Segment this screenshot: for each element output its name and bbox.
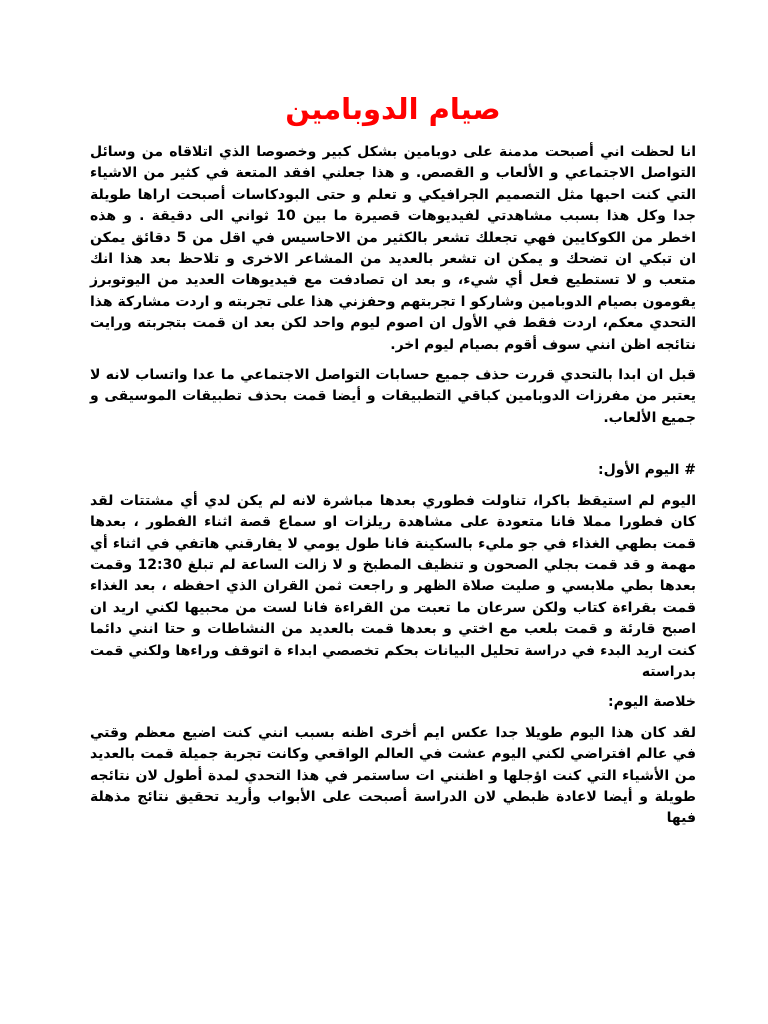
intro-paragraph-2: قبل ان ابدا بالتحدي قررت حذف جميع حسابات التواصل الاجتماعي ما عدا واتساب لانه لا يعتبر من مفرزات الدوبامين كباقي التطبيقات و أيضا قمت بحذف تطبيقات الموسيقى و جميع الألعاب. bbox=[90, 367, 696, 426]
document-title: صيام الدوبامين bbox=[285, 92, 501, 126]
day-one-heading: # اليوم الأول: bbox=[598, 462, 696, 479]
document-body bbox=[90, 90, 696, 839]
summary-paragraph: لقد كان هذا اليوم طويلا جدا عكس ايم أخرى اظنه بسبب انني كنت اضيع معظم وقتي في عالم افتراضي لكني اليوم عشت في العالم الواقعي وكانت تجربة جميلة قمت بالعديد من الأشياء التي كنت اؤجلها و اظنني ات ساستمر في هذا التحدي لمدة أطول لان نتائجه طويلة و أيضا لاعادة ظبطي لان الدراسة أصبحت على الأبواب وأريد تحقيق نتائج مذهلة فيها bbox=[90, 724, 696, 827]
summary-heading: خلاصة اليوم: bbox=[607, 694, 696, 711]
day-one-paragraph: اليوم لم استيقظ باكرا، تناولت فطوري بعدها مباشرة لانه لم يكن لدي أي مشتتات لقد كان فطورا مملا فانا متعودة على مشاهدة ريلزات او سماع قصة اثناء الفطور ، بعدها قمت بطهي الغذاء في جو مليء بالسكينة فانا طول يومي لا يفارقني هاتفي في اثناء أي مهمة و قد قمت بجلي الصحون و تنظيف المطبخ و لا زالت الساعة لم تبلغ 12:30 وقمت بعدها بطي ملابسي و صليت صلاة الظهر و راجعت ثمن القران الذي احفظه ، بعد الغذاء قمت بقراءة كتاب ولكن سرعان ما تعبت من القراءة فانا لست من محبيها لكني اريد ان اصبح قارئة و قمت بلعب مع اختي و بعدها قمت بالعديد من النشاطات و حتا انني دائما كنت اريد البدء في دراسة تحليل البيانات بحكم تخصصي ابداء ة اتوقف وراءها ولكني قمت بدراسته bbox=[90, 492, 696, 680]
section-spacer bbox=[90, 438, 696, 460]
intro-paragraph-1: انا لحظت اني أصبحت مدمنة على دوبامين بشكل كبير وخصوصا الذي اتلاقاه من وسائل التواصل الاجتماعي و الألعاب و القصص. و هذا جعلني افقد المتعة في كثير من الاشياء التي كنت احبها مثل التصميم الجرافيكي و تعلم و حتى البودكاسات أصبحت اراها طويلة جدا وكل هذا بسبب مشاهدتي لفيديوهات قصيرة ما بين 10 ثواني الى دقيقة . و هذه اخطر من الكوكايين فهي تجعلك تشعر بالكثير من الاحاسيس في اقل من 5 دقائق يمكن ان تبكي ان تضحك و يمكن ان تشعر بالعديد من المشاعر الاخرى و تلاحظ بعد هذا انك متعب و لا تستطيع فعل أي شيء، و بعد ان تصادفت مع فيديوهات العديد من اليوتوبرز يقومون بصيام الدوبامين وشاركو ا تجربتهم وحفزني هذا على تجربته و اردت مشاركة هذا التحدي معكم، اردت فقط في الأول ان اصوم ليوم واحد لكن بعد ان قمت بتجربته ورايت نتائجه اظن انني سوف أقوم بصيام ليوم اخر. bbox=[90, 144, 696, 353]
